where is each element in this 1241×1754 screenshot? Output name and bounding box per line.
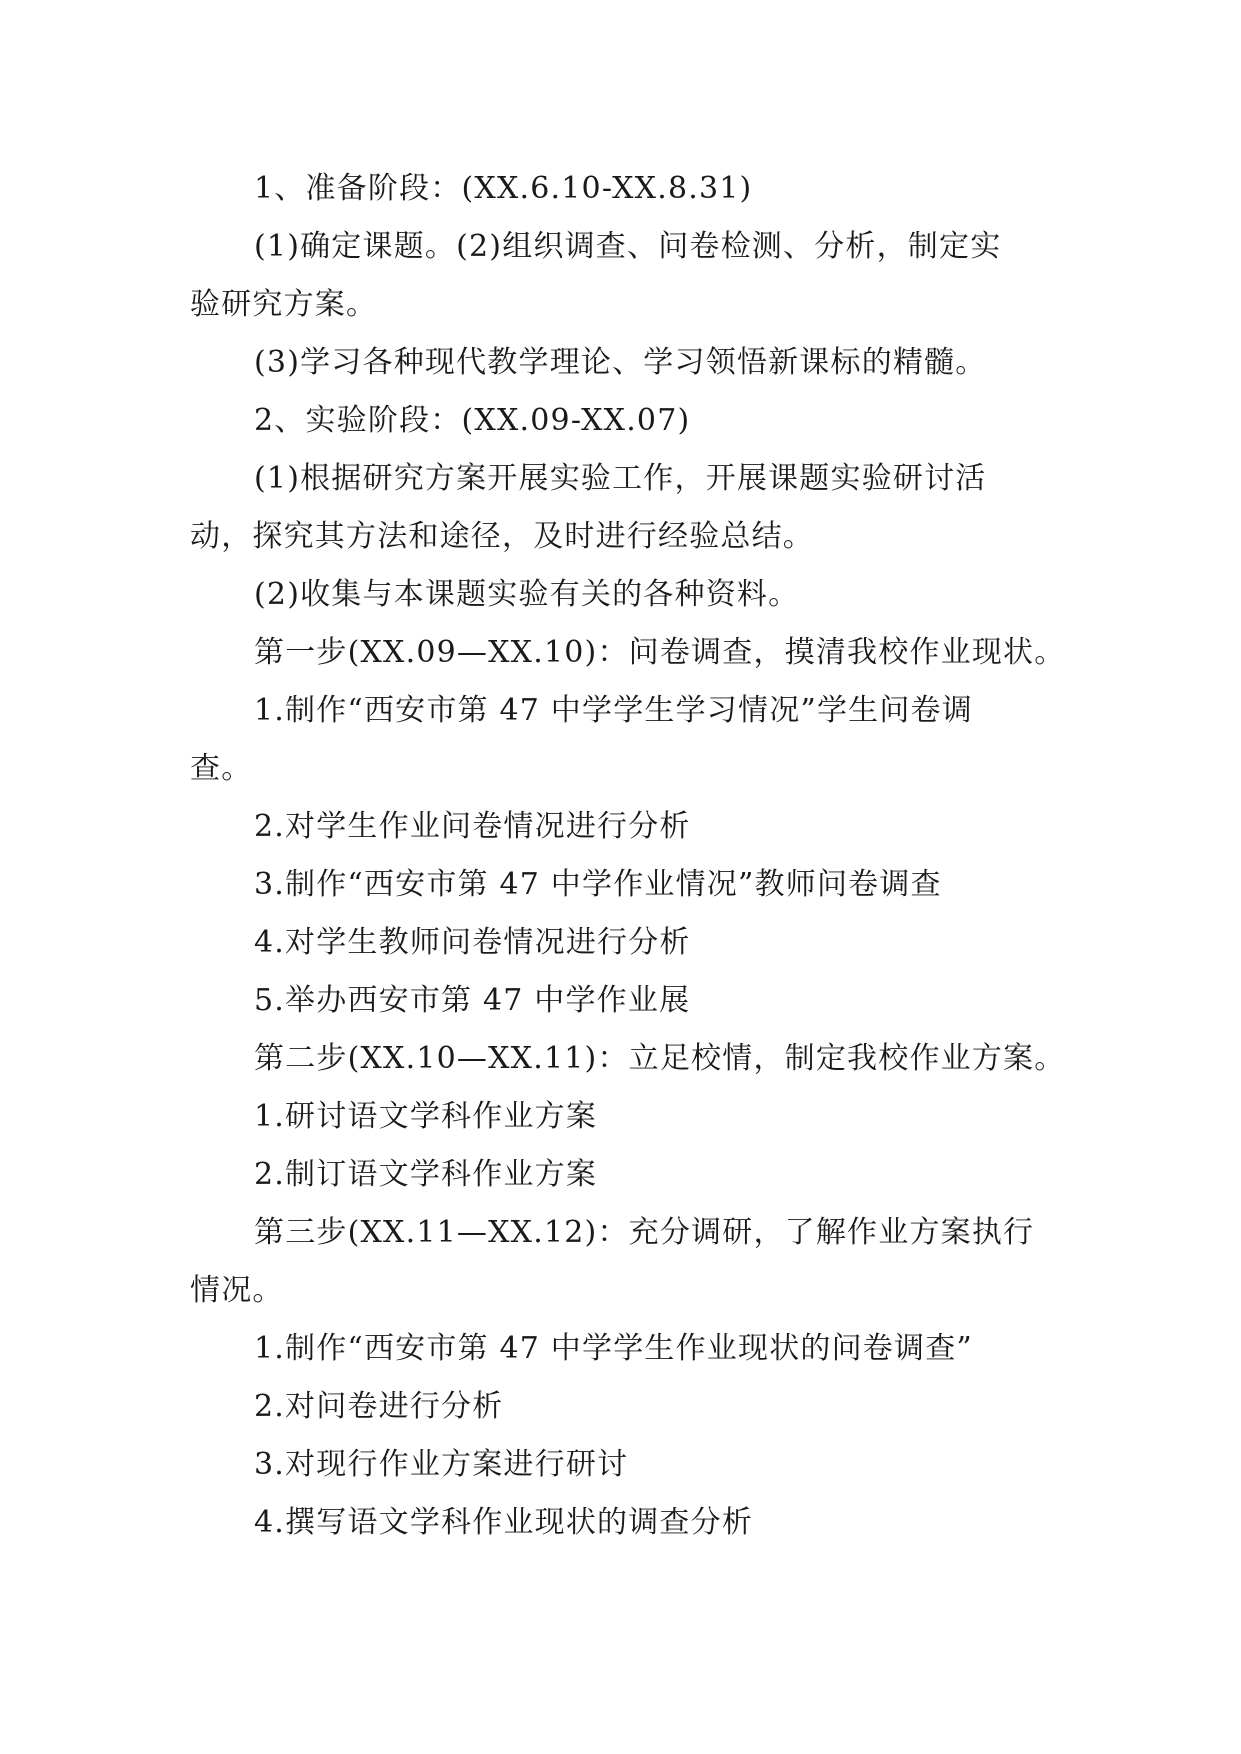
paragraph: 2、实验阶段：(XX.09-XX.07) [254, 403, 691, 438]
document-body [190, 160, 1066, 1552]
paragraph: 3.对现行作业方案进行研讨 [254, 1447, 629, 1482]
paragraph: 4.对学生教师问卷情况进行分析 [254, 925, 691, 960]
paragraph: 2.对学生作业问卷情况进行分析 [254, 809, 691, 844]
paragraph: 1.研讨语文学科作业方案 [254, 1099, 598, 1134]
paragraph-continuation: 验研究方案。 [190, 287, 378, 322]
paragraph: 第三步(XX.11—XX.12)：充分调研，了解作业方案执行 [254, 1215, 1035, 1250]
paragraph: (1)根据研究方案开展实验工作，开展课题实验研讨活 [254, 461, 987, 496]
paragraph-continuation: 情况。 [190, 1273, 284, 1308]
paragraph: (1)确定课题。(2)组织调查、问卷检测、分析，制定实 [254, 229, 1002, 264]
paragraph: (2)收集与本课题实验有关的各种资料。 [254, 577, 800, 612]
paragraph: 2.对问卷进行分析 [254, 1389, 504, 1424]
paragraph: 3.制作“西安市第 47 中学作业情况”教师问卷调查 [254, 867, 942, 902]
paragraph: 1.制作“西安市第 47 中学学生学习情况”学生问卷调 [254, 693, 973, 728]
paragraph: 第一步(XX.09—XX.10)：问卷调查，摸清我校作业现状。 [254, 635, 1066, 670]
paragraph-continuation: 查。 [190, 751, 253, 786]
paragraph: 第二步(XX.10—XX.11)：立足校情，制定我校作业方案。 [254, 1041, 1066, 1076]
paragraph: 4.撰写语文学科作业现状的调查分析 [254, 1505, 754, 1540]
paragraph: 5.举办西安市第 47 中学作业展 [254, 983, 691, 1018]
paragraph: (3)学习各种现代教学理论、学习领悟新课标的精髓。 [254, 345, 987, 380]
paragraph: 2.制订语文学科作业方案 [254, 1157, 598, 1192]
paragraph: 1、准备阶段：(XX.6.10-XX.8.31) [254, 171, 753, 206]
paragraph-continuation: 动，探究其方法和途径，及时进行经验总结。 [190, 519, 814, 554]
paragraph: 1.制作“西安市第 47 中学学生作业现状的问卷调查” [254, 1331, 973, 1366]
